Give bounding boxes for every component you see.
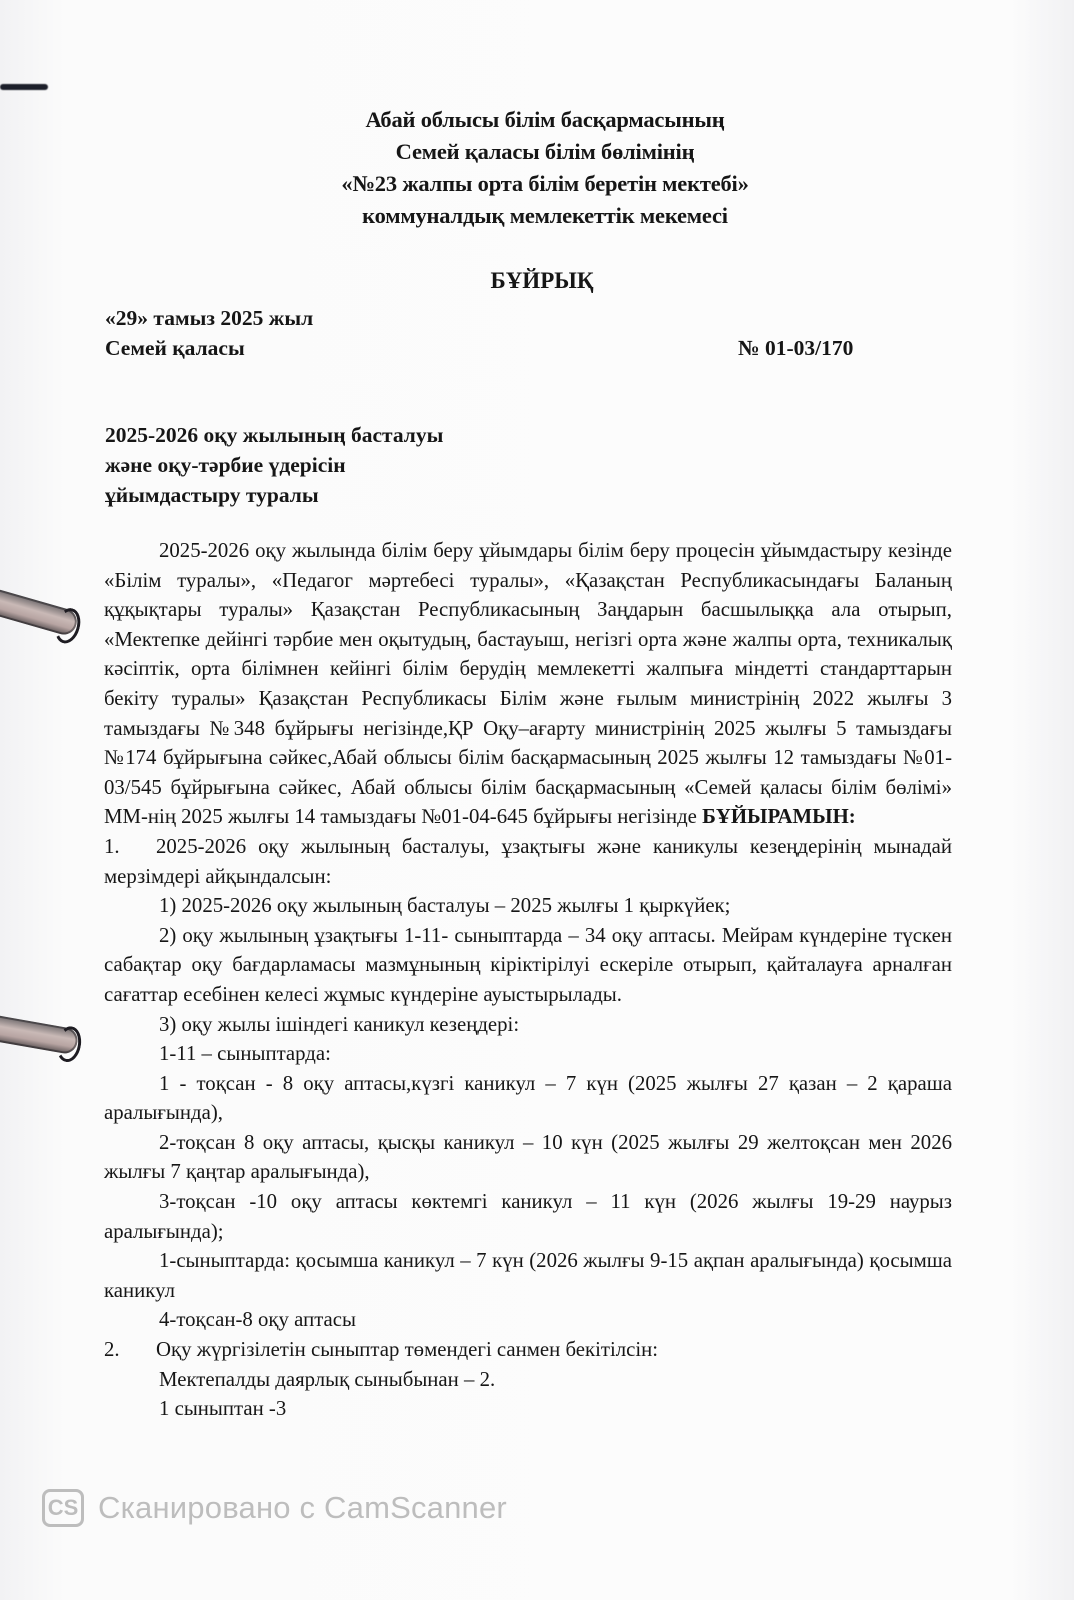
order-number: № 01-03/170 [738, 336, 854, 360]
order-city: Семей қаласы [105, 336, 245, 360]
preamble-paragraph [104, 536, 952, 832]
camscanner-logo-icon: CS [42, 1489, 84, 1527]
preschool-classes: Мектепалды даярлық сыныбынан – 2. [159, 1367, 496, 1391]
command-word: БҰЙЫРАМЫН: [702, 805, 856, 829]
camscanner-watermark [42, 1486, 507, 1530]
institution-header [230, 104, 860, 232]
grade-1-extra-holiday: 1-сыныптарда: қосымша каникул – 7 күн (2026 жылғы 9-15 ақпан аралығында) қосымша каникул [104, 1249, 952, 1302]
item-number: 2. [104, 1338, 120, 1362]
item-1-3: 3) оқу жылы ішіндегі каникул кезеңдері: [159, 1012, 520, 1036]
item-1-1: 1) 2025-2026 оқу жылының басталуы – 2025 жылғы 1 қыркүйек; [159, 894, 731, 918]
quarter-1: 1 - тоқсан - 8 оқу аптасы,күзгі каникул – 7 күн (2025 жылғы 27 қазан – 2 қараша аралығында), [104, 1071, 952, 1125]
item-1 [104, 832, 952, 891]
order-date: «29» тамыз 2025 жыл [105, 306, 314, 330]
header-line: Абай облысы білім басқармасының [365, 107, 725, 132]
binder-ring-top [0, 588, 80, 637]
quarter-3: 3-тоқсан -10 оқу аптасы көктемгі каникул – 11 күн (2026 жылғы 19-29 наурыз аралығында); [104, 1190, 952, 1243]
quarter-4: 4-тоқсан-8 оқу аптасы [159, 1308, 356, 1332]
item-number: 1. [104, 834, 120, 858]
order-subject [105, 420, 443, 510]
header-line: коммуналдық мемлекеттік мекемесі [362, 203, 728, 228]
item-1-2: 2) оқу жылының ұзақтығы 1-11- сыныптарда – 34 оқу аптасы. Мейрам күндеріне түскен сабақтар оқу бағдарламасы мазмұнының кіріктірілуі ескеріле отырып, қайталауға арналған сағаттар есебінен келесі жұмыс күндеріне ауыстырылады. [104, 923, 952, 1006]
grade-1-classes: 1 сыныптан -3 [159, 1397, 287, 1421]
document-title: БҰЙРЫҚ [490, 268, 594, 293]
item-text: Оқу жүргізілетін сыныптар төмендегі санмен бекітілсін: [156, 1338, 659, 1362]
binder-ring-bottom [0, 1015, 80, 1056]
grades-label: 1-11 – сыныптарда: [159, 1042, 331, 1066]
header-line: «№23 жалпы орта білім беретін мектебі» [341, 171, 749, 196]
item-2 [104, 1335, 952, 1365]
quarter-2: 2-тоқсан 8 оқу аптасы, қысқы каникул – 10 күн (2025 жылғы 29 желтоқсан мен 2026 жылғы 7 қаңтар аралығында), [104, 1130, 952, 1184]
order-body [104, 536, 952, 1424]
subject-line: 2025-2026 оқу жылының басталуы [105, 423, 444, 447]
binder-clip-mark [0, 84, 48, 90]
header-line: Семей қаласы білім бөлімінің [395, 139, 695, 164]
subject-line: ұйымдастыру туралы [105, 483, 319, 507]
watermark-text: Сканировано с CamScanner [98, 1490, 507, 1525]
item-text: 2025-2026 оқу жылының басталуы, ұзақтығы және каникулы кезеңдерінің мынадай мерзімдері айқындалсын: [104, 834, 952, 888]
subject-line: және оқу-тәрбие үдерісін [105, 453, 346, 477]
preamble-text: 2025-2026 оқу жылында білім беру ұйымдары білім беру процесін ұйымдастыру кезінде «Білім туралы», «Педагог мәртебесі туралы», «Қазақстан Республикасындағы Баланың құқықтары туралы» Қазақстан Республикасының Заңдарын басшылыққа ала отырып, «Мектепке дейінгі тәрбие мен оқытудың, бастауыш, негізгі орта және жалпы орта, техникалық кәсіптік, орта білімнен кейінгі білім берудің мемлекетті жалпыға міндетті стандарттарын бекіту туралы» Қазақстан Республикасы Білім және ғылым министрінің 2022 жылғы 3 тамыздағы №348 бұйрығы негізінде,ҚР Оқу–ағарту министрінің 2025 жылғы 5 тамыздағы №174 бұйрығына сәйкес,Абай облысы білім басқармасының 2025 жылғы 12 тамыздағы №01-03/545 бұйрығына сәйкес, Абай облысы білім басқармасының «Семей қаласы білім бөлімі» ММ-нің 2025 жылғы 14 тамыздағы №01-04-645 бұйрығы негізінде [104, 539, 952, 829]
